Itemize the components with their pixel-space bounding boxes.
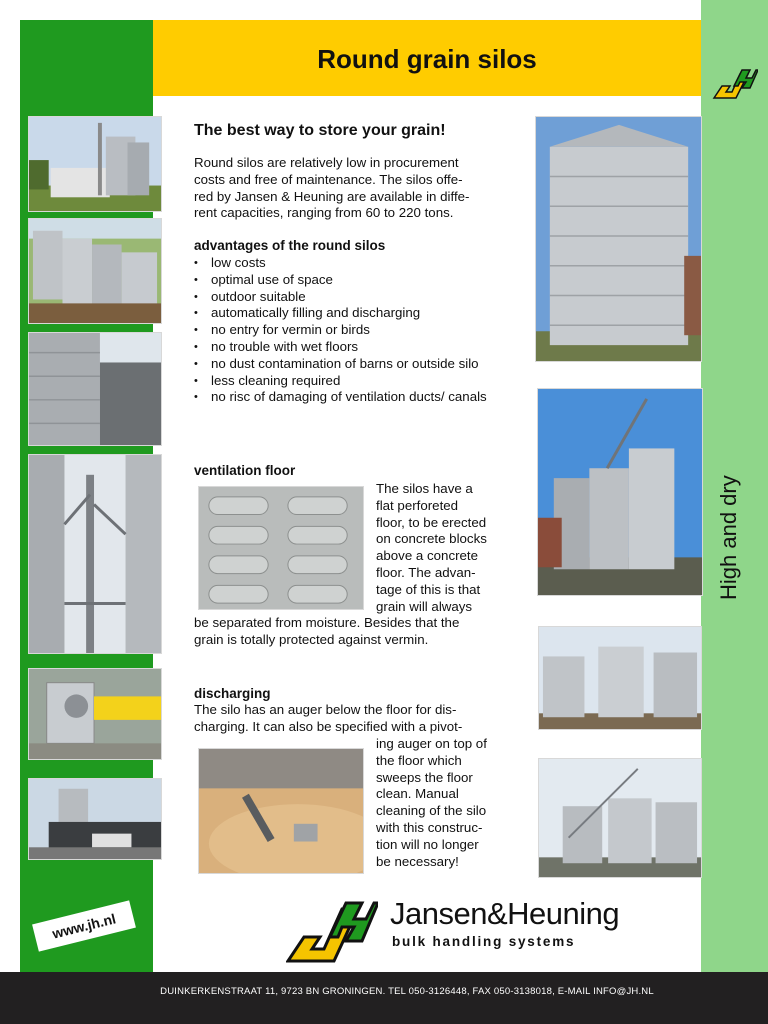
- silo-closeup-photo: [28, 332, 162, 446]
- list-item: • low costs: [194, 255, 524, 272]
- left-margin: [0, 0, 20, 972]
- advantages-heading: advantages of the round silos: [194, 238, 386, 253]
- text-line: flat perforeted: [376, 497, 459, 513]
- text-line: be separated from moisture. Besides that the: [194, 615, 460, 630]
- large-silo-photo: [535, 116, 702, 362]
- silo-building-photo: [28, 778, 162, 860]
- list-item: • outdoor suitable: [194, 289, 524, 306]
- text-line: ing auger on top of: [376, 736, 487, 751]
- brand-name: Jansen&Heuning: [390, 896, 620, 931]
- headline: The best way to store your grain!: [194, 122, 446, 139]
- side-slogan: High and dry: [716, 475, 741, 600]
- text-line: floor, to be erected: [376, 514, 487, 530]
- text-line: the floor which: [376, 752, 462, 768]
- text-line: grain is totally protected against vermin.: [194, 631, 429, 647]
- jh-logo-icon: [712, 66, 758, 100]
- text-line: above a concrete: [376, 548, 479, 564]
- text-line: tion will no longer: [376, 836, 479, 852]
- text-line: The silo has an auger below the floor for dis-: [194, 702, 457, 717]
- ventilation-text: [376, 481, 516, 615]
- list-item: • no entry for vermin or birds: [194, 322, 524, 339]
- intro-line: Round silos are relatively low in procurement: [194, 155, 459, 170]
- list-item: • no trouble with wet floors: [194, 339, 524, 356]
- text-line: grain will always: [376, 598, 473, 614]
- text-line: tage of this is that: [376, 581, 481, 597]
- footer-bar: [0, 972, 768, 1024]
- text-line: sweeps the floor: [376, 769, 473, 785]
- brand-tagline: bulk handling systems: [392, 934, 576, 949]
- discharging-text: [194, 702, 524, 736]
- text-line: be necessary!: [376, 853, 459, 869]
- intro-line: costs and free of maintenance. The silos offe-: [194, 171, 463, 187]
- advantages-list: [194, 255, 524, 406]
- silo-group-photo: [538, 626, 702, 730]
- intro-line: rent capacities, ranging from 60 to 220 tons.: [194, 205, 454, 221]
- list-item: • no dust contamination of barns or outside silo: [194, 356, 494, 373]
- top-margin: [20, 0, 701, 20]
- silo-installation-photo: [538, 758, 702, 878]
- ventilation-text-continued: [194, 615, 524, 649]
- silo-elevator-photo: [28, 454, 162, 654]
- silo-row-photo: [28, 218, 162, 324]
- text-line: floor. The advan-: [376, 564, 476, 580]
- intro-line: red by Jansen & Heuning are available in diffe-: [194, 188, 470, 204]
- ventilation-heading: ventilation floor: [194, 463, 296, 478]
- list-item: • less cleaning required: [194, 373, 524, 390]
- discharging-heading: discharging: [194, 686, 271, 701]
- ventilation-fan-photo: [28, 668, 162, 760]
- list-item: • optimal use of space: [194, 272, 524, 289]
- page-title: Round grain silos: [317, 44, 537, 74]
- text-line: with this construc-: [376, 819, 483, 835]
- discharging-text-continued: [376, 736, 516, 870]
- jansen-heuning-logo-icon: [286, 897, 378, 965]
- intro-paragraph: [194, 155, 514, 222]
- silo-farm-photo: [28, 116, 162, 212]
- footer-address: DUINKERKENSTRAAT 11, 9723 BN GRONINGEN. TEL 050-3126448, FAX 050-3138018, E-MAIL INFO@JH.NL: [160, 986, 654, 997]
- left-band-top: [20, 20, 153, 116]
- silo-tower-photo: [537, 388, 703, 596]
- list-item: • automatically filling and discharging: [194, 305, 524, 322]
- text-line: clean. Manual: [376, 786, 459, 802]
- text-line: The silos have a: [376, 481, 473, 496]
- text-line: on concrete blocks: [376, 531, 487, 547]
- grain-auger-photo: [198, 748, 364, 874]
- text-line: cleaning of the silo: [376, 803, 487, 819]
- perforated-floor-photo: [198, 486, 364, 610]
- text-line: charging. It can also be specified with a pivot-: [194, 718, 463, 734]
- list-item: • no risc of damaging of ventilation ducts/ canals: [194, 389, 494, 406]
- website-link[interactable]: www.jh.nl: [32, 900, 136, 951]
